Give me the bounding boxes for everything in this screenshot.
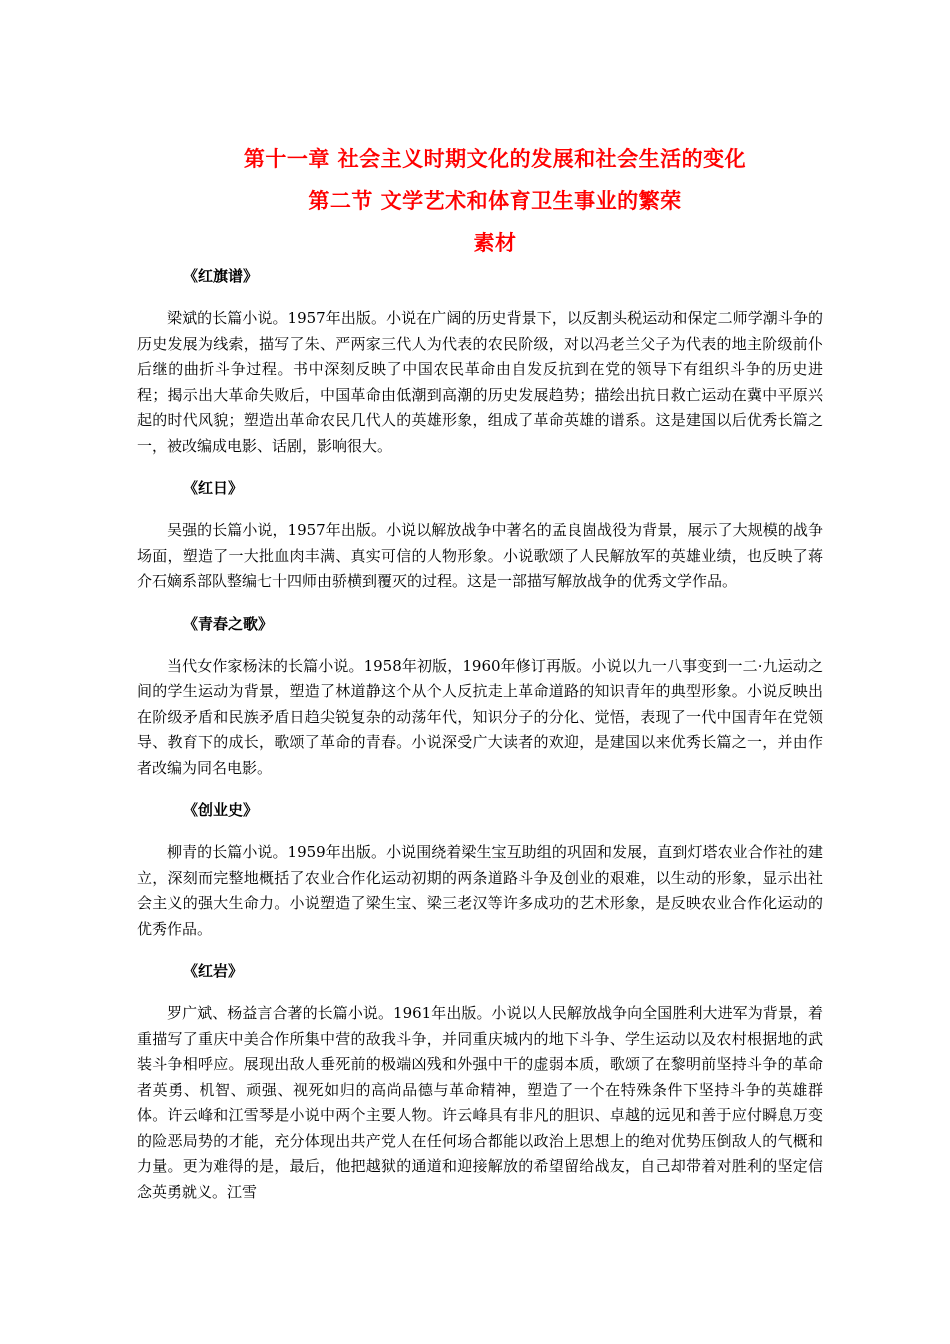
document-body	[137, 262, 823, 1205]
book-title-hongyan: 《红岩》	[183, 962, 244, 980]
book-description-hongri: 吴强的长篇小说，1957年出版。小说以解放战争中著名的孟良崮战役为背景，展示了大规模的战争场面，塑造了一大批血肉丰满、真实可信的人物形象。小说歌颂了人民解放军的英雄业绩，也反映了蒋介石嫡系部队整编七十四师由骄横到覆灭的过程。这是一部描写解放战争的优秀文学作品。	[137, 521, 823, 590]
title-block	[0, 138, 950, 264]
book-title-qingchunzhige: 《青春之歌》	[183, 614, 274, 633]
subtitle: 素材	[473, 230, 517, 255]
book-description-hongqipu: 梁斌的长篇小说。1957年出版。小说在广阔的历史背景下，以反割头税运动和保定二师学潮斗争的历史发展为线索，描写了朱、严两家三代人为代表的农民阶级，对以冯老兰父子为代表的地主阶级前仆后继的曲折斗争过程。书中深刻反映了中国农民革命由自发反抗到在党的领导下有组织斗争的历史进程；揭示出大革命失败后，中国革命由低潮到高潮的历史发展趋势；描绘出抗日救亡运动在冀中平原兴起的时代风貌；塑造出革命农民几代人的英雄形象，组成了革命英雄的谱系。这是建国以后优秀长篇之一，被改编成电影、话剧，影响很大。	[137, 309, 823, 455]
book-title-hongqipu: 《红旗谱》	[183, 267, 259, 285]
book-title-chuangyeshi: 《创业史》	[183, 801, 259, 819]
section-title: 第二节 文学艺术和体育卫生事业的繁荣	[308, 188, 682, 213]
chapter-title: 第十一章 社会主义时期文化的发展和社会生活的变化	[243, 146, 747, 171]
book-title-hongri: 《红日》	[183, 479, 244, 497]
book-description-chuangyeshi: 柳青的长篇小说。1959年出版。小说围绕着梁生宝互助组的巩固和发展，直到灯塔农业合作社的建立，深刻而完整地概括了农业合作化运动初期的两条道路斗争及创业的艰难，以生动的形象，显示出社会主义的强大生命力。小说塑造了梁生宝、梁三老汉等许多成功的艺术形象，是反映农业合作化运动的优秀作品。	[137, 843, 823, 938]
book-description-qingchunzhige: 当代女作家杨沫的长篇小说。1958年初版，1960年修订再版。小说以九一八事变到一二·九运动之间的学生运动为背景，塑造了林道静这个从个人反抗走上革命道路的知识青年的典型形象。小说反映出在阶级矛盾和民族矛盾日趋尖锐复杂的动荡年代，知识分子的分化、觉悟，表现了一代中国青年在党领导、教育下的成长，歌颂了革命的青春。小说深受广大读者的欢迎，是建国以来优秀长篇之一，并由作者改编为同名电影。	[137, 656, 823, 777]
book-description-hongyan: 罗广斌、杨益言合著的长篇小说。1961年出版。小说以人民解放战争向全国胜利大进军为背景，着重描写了重庆中美合作所集中营的敌我斗争，并同重庆城内的地下斗争、学生运动以及农村根据地的武装斗争相呼应。展现出敌人垂死前的极端凶残和外强中干的虚弱本质，歌颂了在黎明前坚持斗争的革命者英勇、机智、顽强、视死如归的高尚品德与革命精神，塑造了一个在特殊条件下坚持斗争的英雄群体。许云峰和江雪琴是小说中两个主要人物。许云峰具有非凡的胆识、卓越的远见和善于应付瞬息万变的险恶局势的才能，充分体现出共产党人在任何场合都能以政治上思想上的绝对优势压倒敌人的气概和力量。更为难得的是，最后，他把越狱的通道和迎接解放的希望留给战友，自己却带着对胜利的坚定信念英勇就义。江雪	[137, 1004, 823, 1201]
